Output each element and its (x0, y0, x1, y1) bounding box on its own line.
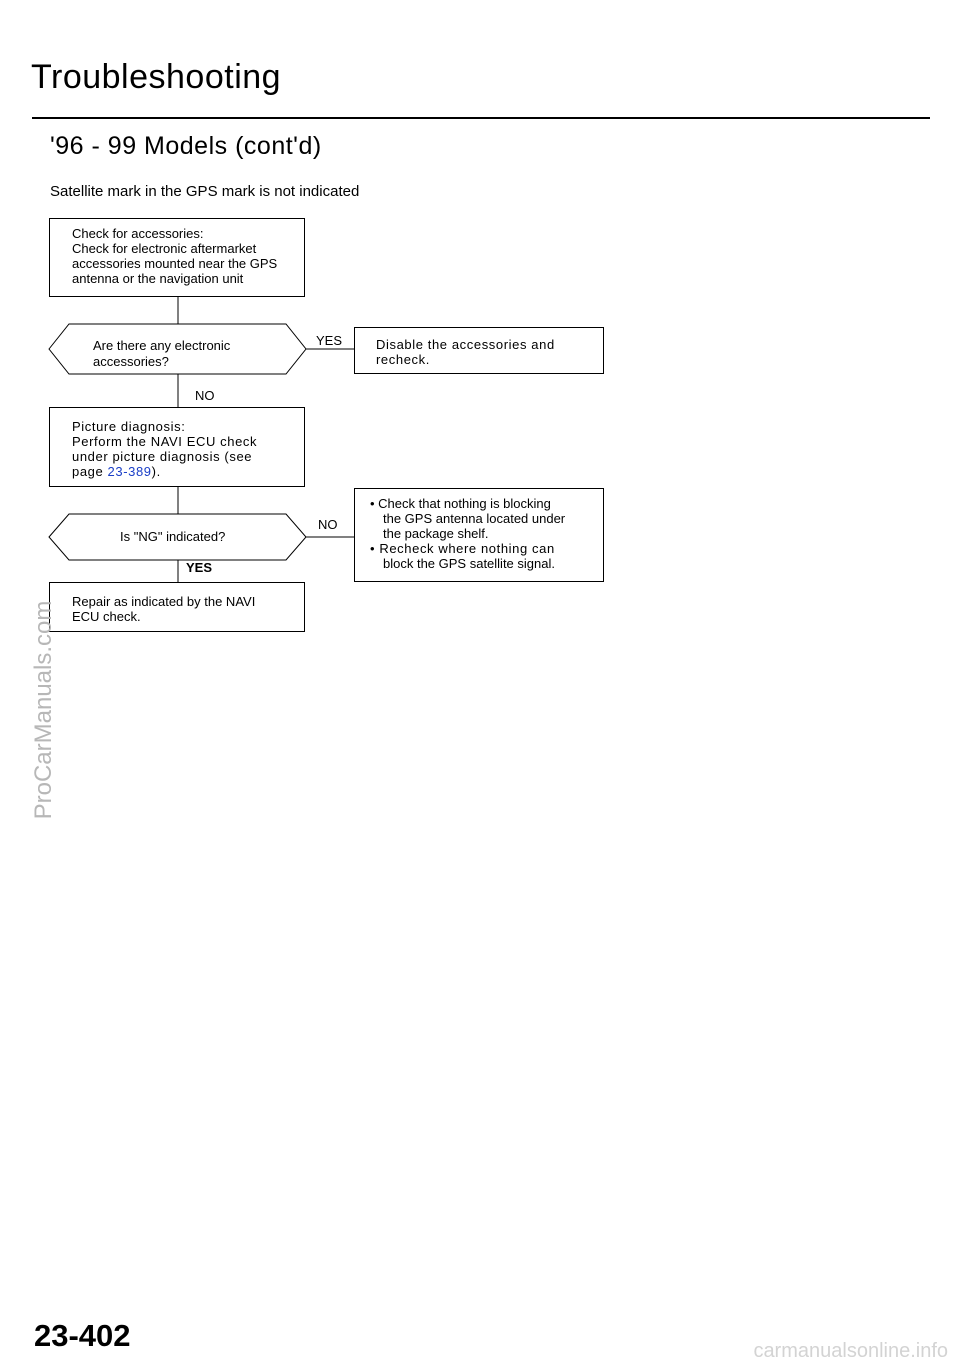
picture-line-4 (72, 465, 284, 480)
disable-line-2: recheck. (376, 351, 430, 367)
disable-accessories-box (354, 327, 604, 374)
picture-line-2: Perform the NAVI ECU check (72, 433, 258, 449)
page-ref-link[interactable]: 23-389 (107, 463, 152, 479)
picture-line-1: Picture diagnosis: (72, 419, 186, 434)
blocking-line-2: the GPS antenna located under (383, 510, 566, 526)
decision-accessories-text (93, 338, 230, 369)
blocking-line-3: the package shelf. (383, 525, 489, 541)
repair-line-2: ECU check. (72, 608, 141, 624)
picture-diagnosis-box (49, 407, 305, 487)
check-accessories-box (49, 218, 305, 297)
check-line-2: Check for electronic aftermarket (72, 240, 257, 256)
check-line-3: accessories mounted near the GPS (72, 255, 278, 271)
decision-accessories-line-2: accessories? (93, 353, 169, 369)
check-line-1: Check for accessories: (72, 226, 204, 241)
no-label-ng: NO (318, 517, 338, 532)
yes-label-ng: YES (186, 560, 213, 575)
decision-accessories-line-1: Are there any electronic (93, 338, 231, 353)
check-blocking-box (354, 488, 604, 582)
page-ref-suffix: ). (151, 463, 161, 479)
repair-box (49, 582, 305, 632)
blocking-line-5: block the GPS satellite signal. (383, 555, 555, 571)
disable-line-1: Disable the accessories and (376, 337, 555, 352)
flowchart-heading: Satellite mark in the GPS mark is not indicated (50, 183, 360, 200)
yes-label-accessories: YES (316, 333, 343, 348)
blocking-line-1: • Check that nothing is blocking (370, 496, 551, 511)
watermark-text: ProCarManuals.com (30, 600, 57, 820)
footer-watermark: carmanualsonline.info (753, 1340, 948, 1362)
page-title: Troubleshooting (31, 58, 282, 96)
blocking-line-4: • Recheck where nothing can (370, 540, 555, 556)
page-number: 23-402 (34, 1318, 131, 1353)
no-label-accessories: NO (195, 388, 215, 403)
section-subtitle: '96 - 99 Models (cont'd) (50, 132, 322, 160)
repair-line-1: Repair as indicated by the NAVI (72, 594, 256, 609)
check-line-4: antenna or the navigation unit (72, 270, 244, 286)
decision-ng-text: Is "NG" indicated? (120, 529, 226, 544)
page-ref-prefix: page (72, 463, 108, 479)
picture-line-3: under picture diagnosis (see (72, 448, 253, 464)
